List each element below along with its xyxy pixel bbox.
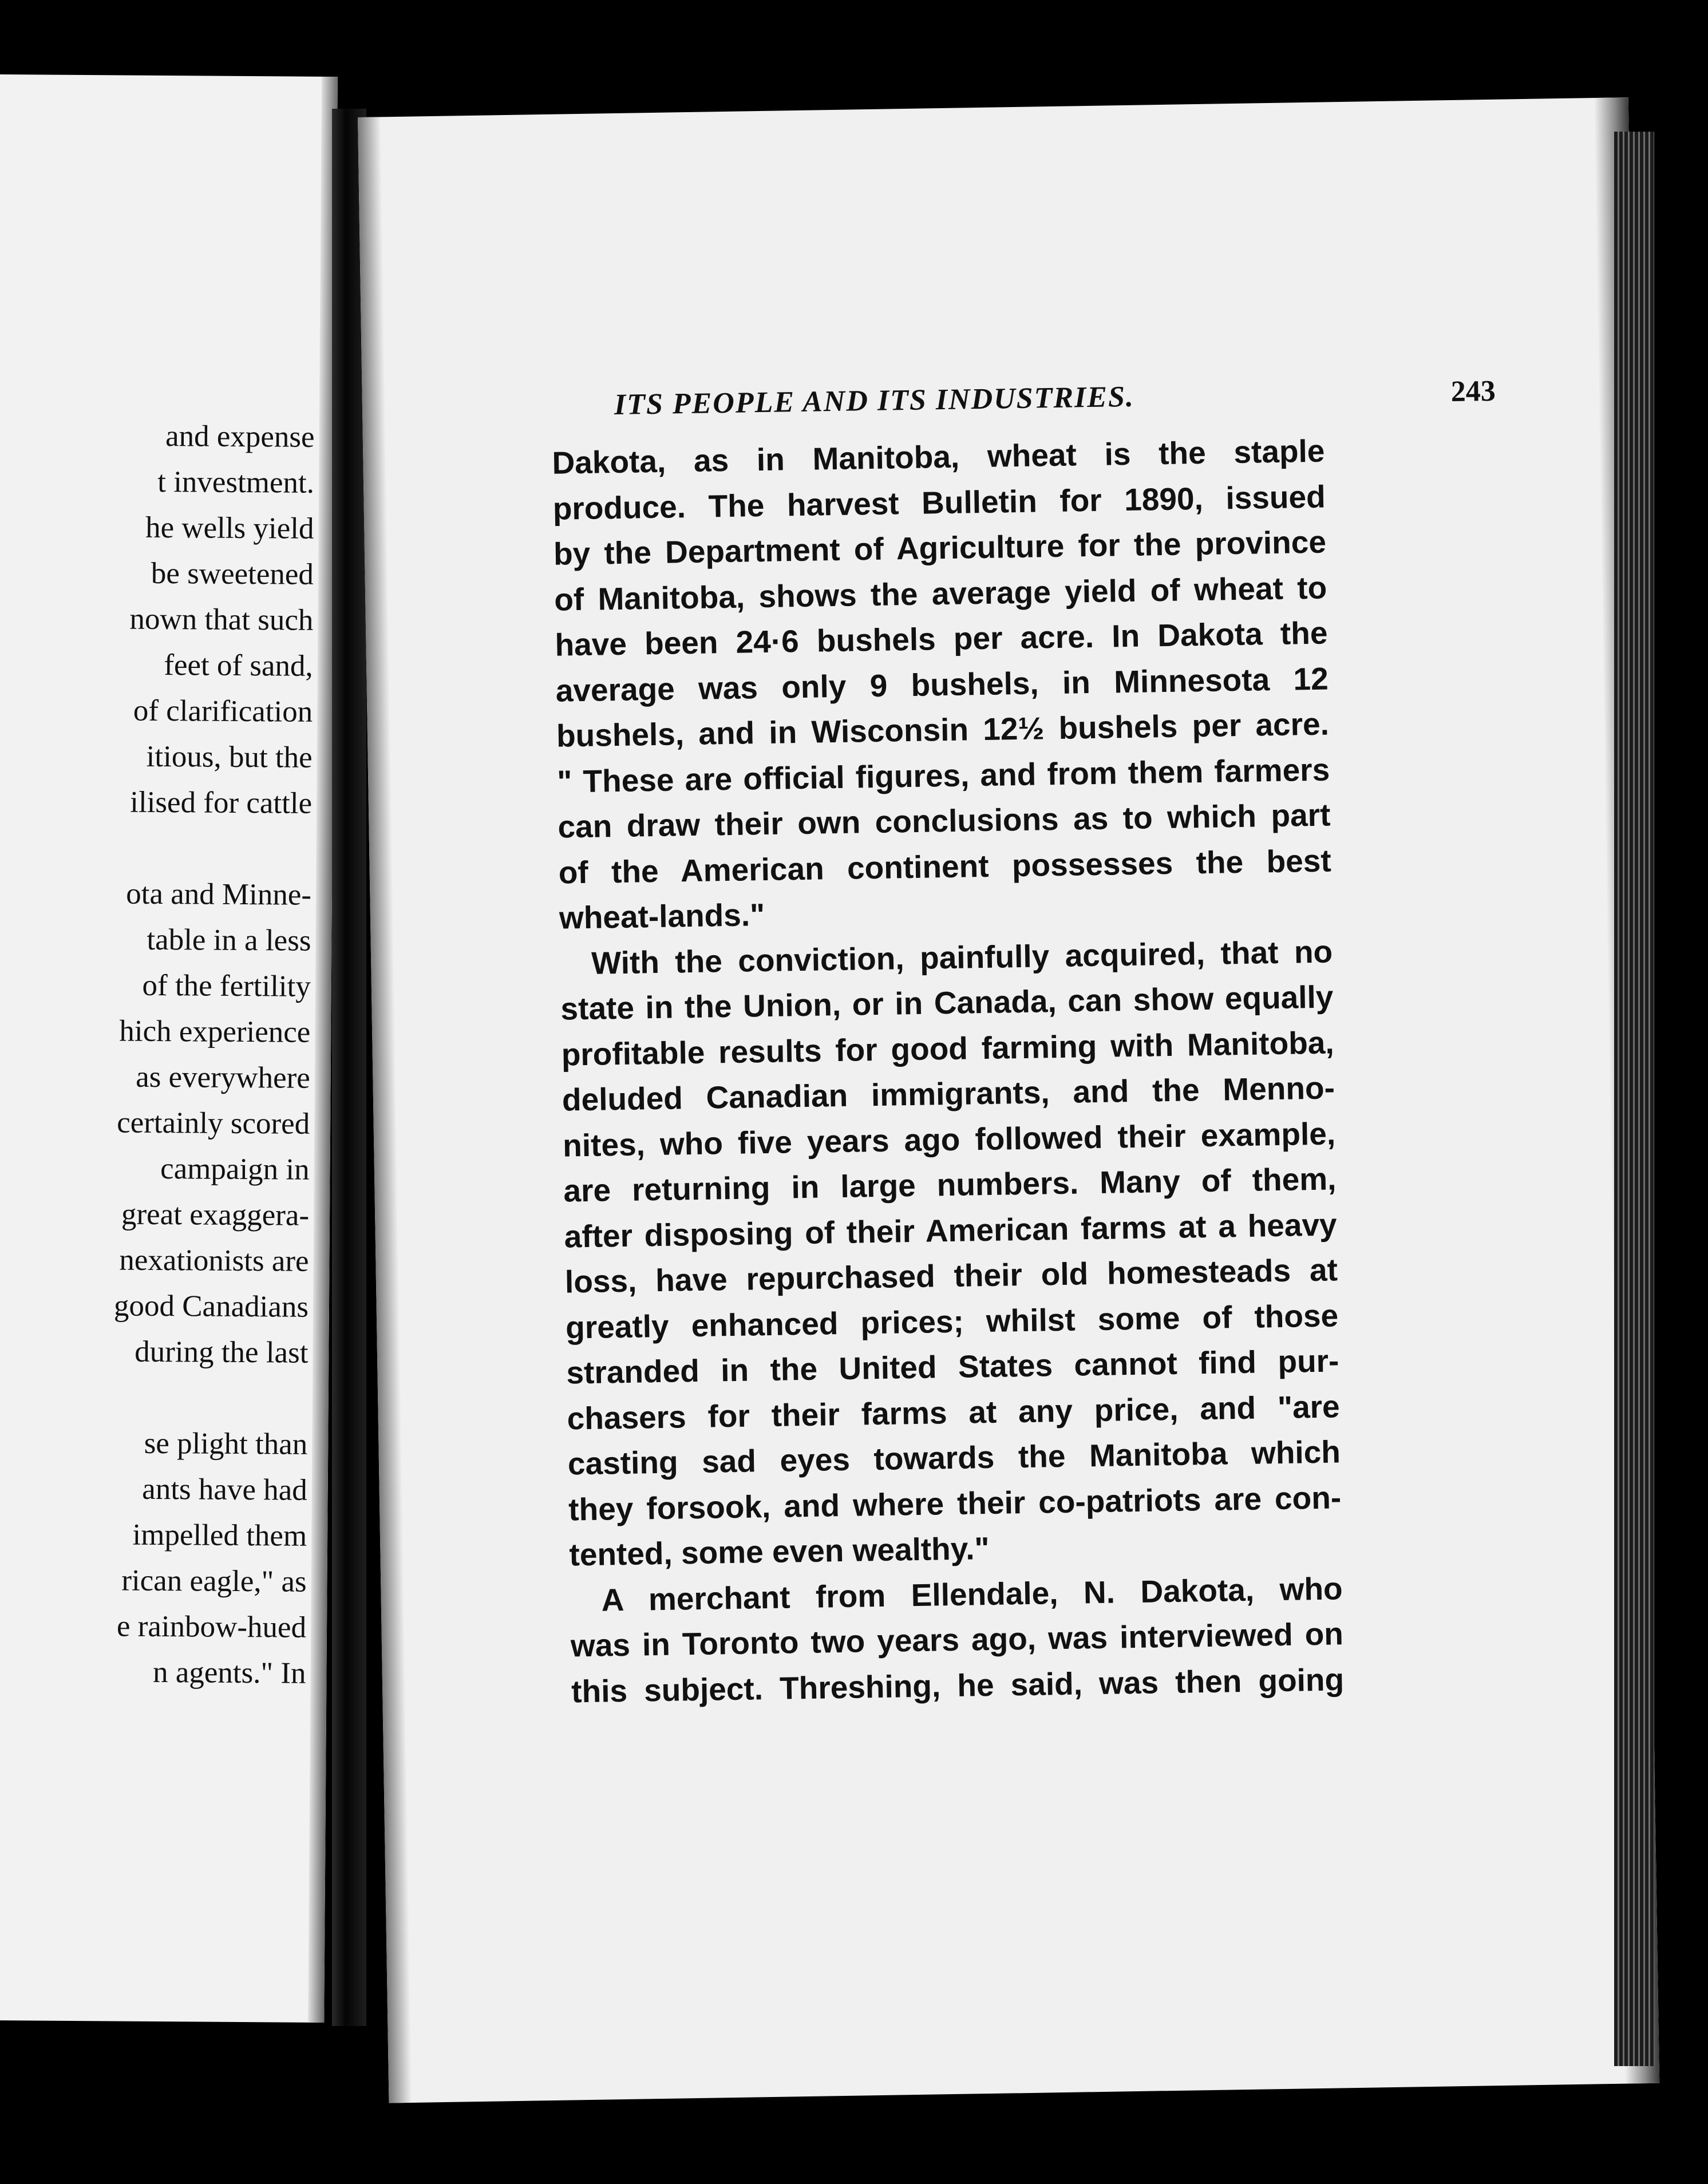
body-line: are returning in large numbers. Many of them, <box>563 1161 1337 1209</box>
body-line: A merchant from Ellendale, N. Dakota, who <box>601 1570 1343 1618</box>
left-page-line: rican eagle," as <box>121 1564 307 1599</box>
left-page-line: ota and Minne- <box>126 877 312 912</box>
body-line: produce. The harvest Bulletin for 1890, issued <box>552 478 1326 527</box>
body-line: tented, some even wealthy." <box>569 1530 990 1573</box>
left-page-line: ilised for cattle <box>130 785 313 820</box>
left-page-line: as everywhere <box>135 1060 310 1095</box>
left-page-line <box>0 1374 308 1422</box>
left-page-line: itious, but the <box>146 739 313 774</box>
body-line: of the American continent possesses the best <box>558 842 1332 891</box>
body-line: With the conviction, painfully acquired, that no <box>591 933 1333 981</box>
body-line: this subject. Threshing, he said, was then going <box>571 1661 1345 1709</box>
body-line: nites, who five years ago followed their example, <box>562 1115 1336 1164</box>
body-line: greatly enhanced prices; whilst some of those <box>565 1297 1339 1346</box>
left-page-line: impelled them <box>132 1518 307 1553</box>
left-page-line: during the last <box>134 1335 309 1370</box>
body-line: chasers for their farms at any price, and "are <box>567 1388 1341 1437</box>
body-line: can draw their own conclusions as to which part <box>558 797 1331 845</box>
left-page-line: he wells yield <box>145 511 314 545</box>
left-page-line: be sweetened <box>151 556 314 591</box>
body-line: loss, have repurchased their old homesteads at <box>564 1252 1338 1300</box>
left-page-line: feet of sand, <box>164 648 313 683</box>
body-line: average was only 9 bushels, in Minnesota 12 <box>555 660 1329 709</box>
page-stack-edge <box>1614 132 1654 2066</box>
left-page-line: e rainbow-hued <box>116 1609 307 1644</box>
body-line: was in Toronto two years ago, was interviewed on <box>570 1616 1344 1664</box>
body-line: by the Department of Agriculture for the province <box>553 524 1327 572</box>
body-line: of Manitoba, shows the average yield of wheat to <box>553 569 1327 618</box>
left-page-line: ants have had <box>142 1472 307 1507</box>
left-page-line: and expense <box>165 420 315 454</box>
body-text <box>552 429 1345 1715</box>
body-line: profitable results for good farming with Manitoba, <box>561 1024 1335 1073</box>
left-page-line: table in a less <box>147 923 311 958</box>
page-number: 243 <box>1450 374 1496 409</box>
book-gutter <box>332 109 366 2026</box>
left-page-line: t investment. <box>157 465 315 500</box>
body-line: state in the Union, or in Canada, can show equally <box>560 979 1334 1027</box>
running-title: ITS PEOPLE AND ITS INDUSTRIES. <box>614 380 1135 422</box>
body-line: " These are official figures, and from them farmers <box>556 751 1330 800</box>
left-page-text <box>0 412 315 1696</box>
body-line: stranded in the United States cannot find pur- <box>566 1343 1339 1391</box>
left-page-line: of clarification <box>133 694 313 729</box>
left-page-line: good Canadians <box>113 1289 309 1324</box>
body-line: wheat-lands." <box>559 897 765 936</box>
left-page-line: nown that such <box>129 602 314 637</box>
body-line: deluded Canadian immigrants, and the Menno- <box>562 1070 1335 1118</box>
left-page-line: great exaggera- <box>121 1197 310 1232</box>
left-page-line: se plight than <box>144 1426 308 1461</box>
running-head <box>579 369 1496 429</box>
body-line: casting sad eyes towards the Manitoba which <box>567 1434 1341 1482</box>
right-page <box>358 97 1659 2103</box>
left-page-line: certainly scored <box>117 1106 310 1141</box>
body-line: they forsook, and where their co-patriots are con- <box>568 1479 1342 1528</box>
left-page-line: hich experience <box>119 1014 311 1049</box>
left-page-line: of the fertility <box>142 968 311 1003</box>
body-line: have been 24·6 bushels per acre. In Dakota the <box>555 615 1328 663</box>
left-page <box>0 74 338 2023</box>
left-page-line <box>0 824 312 872</box>
left-page-line: campaign in <box>160 1152 310 1186</box>
left-page-line: nexationists are <box>119 1243 309 1278</box>
left-page-line: n agents." In <box>152 1655 306 1690</box>
body-line: after disposing of their American farms at a heavy <box>564 1206 1338 1255</box>
body-line: Dakota, as in Manitoba, wheat is the staple <box>552 433 1325 481</box>
body-line: bushels, and in Wisconsin 12½ bushels per acre. <box>556 706 1330 754</box>
